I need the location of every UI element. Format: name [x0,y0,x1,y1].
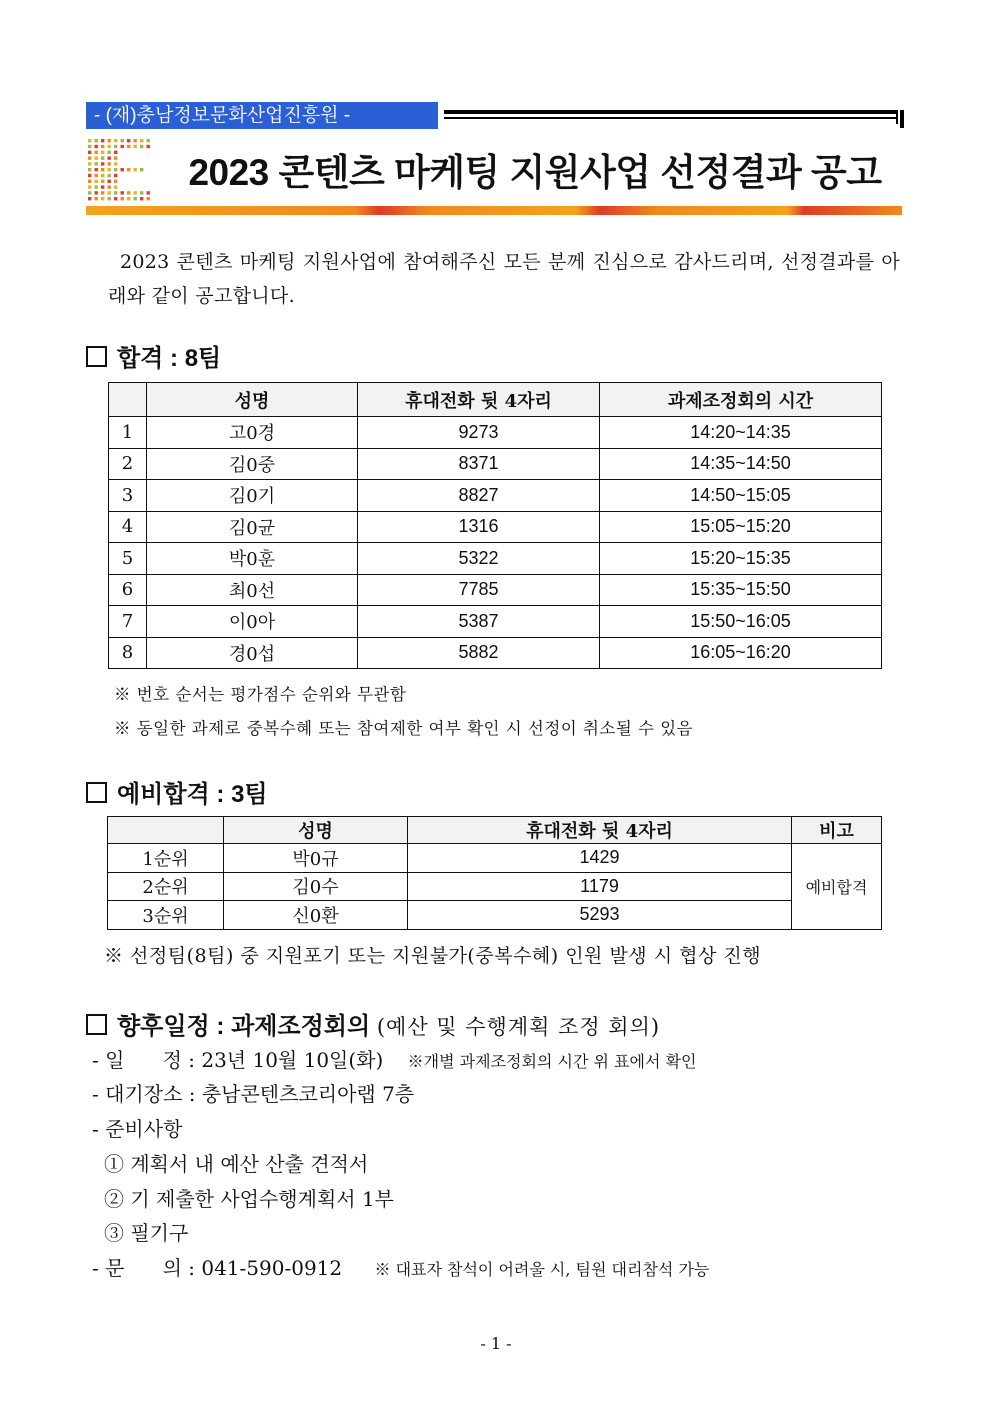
cell-name: 김0수 [224,872,408,901]
column-header: 휴대전화 뒷 4자리 [408,817,792,844]
contact-label: - 문 의 : 041-590-0912 [92,1256,343,1280]
cell-number: 1 [109,417,147,449]
table-row [108,844,882,873]
cell-remark: 예비합격 [792,844,882,930]
schedule-heading-sub: (예산 및 수행계획 조정 회의) [376,1015,661,1039]
column-header: 휴대전화 뒷 4자리 [358,383,600,417]
table-row [109,606,882,638]
cell-time: 15:05~15:20 [600,511,882,543]
cell-time: 15:35~15:50 [600,574,882,606]
passed-heading-text: 합격 : 8팀 [117,345,222,372]
column-header: 과제조정회의 시간 [600,383,882,417]
cell-phone: 1429 [408,844,792,873]
cell-number: 6 [109,574,147,606]
schedule-heading [86,1006,660,1041]
header-rule [444,110,904,124]
cell-phone: 1179 [408,872,792,901]
cell-name: 김0균 [147,511,358,543]
date-note: ※개별 과제조정회의 시간 위 표에서 확인 [407,1052,697,1071]
schedule-contact [92,1252,709,1281]
cell-number: 8 [109,637,147,669]
passed-table [108,382,882,669]
reserve-heading-text: 예비합격 : 3팀 [117,781,268,808]
cell-phone: 7785 [358,574,600,606]
prep-item: ③ 필기구 [104,1221,189,1245]
cell-rank: 3순위 [108,901,224,930]
cell-number: 7 [109,606,147,638]
cell-name: 박0규 [224,844,408,873]
prep-item: ① 계획서 내 예산 산출 견적서 [104,1152,369,1176]
reserve-heading [86,774,268,809]
prep-item: ② 기 제출한 사업수행계획서 1부 [104,1187,394,1211]
intro-paragraph: 2023 콘텐츠 마케팅 지원사업에 참여해주신 모든 분께 진심으로 감사드리며, 선정결과를 아래와 같이 공고합니다. [108,251,900,307]
cell-phone: 8827 [358,480,600,512]
cell-name: 김0기 [147,480,358,512]
cell-time: 14:35~14:50 [600,448,882,480]
cell-name: 신0환 [224,901,408,930]
cell-name: 최0선 [147,574,358,606]
schedule-place: - 대기장소 : 충남콘텐츠코리아랩 7층 [92,1082,415,1106]
table-row [109,511,882,543]
column-header [108,817,224,844]
schedule-date [92,1044,696,1073]
cell-phone: 5387 [358,606,600,638]
cell-phone: 5322 [358,543,600,575]
table-row [109,448,882,480]
title-band [86,206,902,215]
table-row [109,417,882,449]
cell-number: 2 [109,448,147,480]
column-header: 성명 [224,817,408,844]
passed-heading [86,338,221,373]
reserve-table [107,816,882,930]
date-label: - 일 정 : 23년 10월 10일(화) [92,1048,384,1072]
reserve-note: ※ 선정팀(8팀) 중 지원포기 또는 지원불가(중복수혜) 인원 발생 시 협상 진행 [104,945,762,967]
cell-phone: 9273 [358,417,600,449]
checkbox-square-icon [86,1014,107,1035]
cell-number: 3 [109,480,147,512]
column-header: 성명 [147,383,358,417]
table-row [109,637,882,669]
cell-phone: 1316 [358,511,600,543]
cell-name: 이0아 [147,606,358,638]
contact-note: ※ 대표자 참석이 어려울 시, 팀원 대리참석 가능 [374,1260,710,1279]
table-row [108,872,882,901]
column-header: 비고 [792,817,882,844]
cell-time: 14:20~14:35 [600,417,882,449]
logo-dots-icon [86,138,156,204]
checkbox-square-icon [86,782,107,803]
cell-phone: 8371 [358,448,600,480]
cell-rank: 2순위 [108,872,224,901]
cell-name: 고0경 [147,417,358,449]
cell-name: 박0훈 [147,543,358,575]
column-header [109,383,147,417]
cell-time: 15:50~16:05 [600,606,882,638]
table-row [109,543,882,575]
passed-note-1: ※ 번호 순서는 평가점수 순위와 무관함 [114,685,407,704]
table-header-row [108,817,882,844]
document-title: 2023 콘텐츠 마케팅 지원사업 선정결과 공고 [188,152,882,193]
cell-time: 15:20~15:35 [600,543,882,575]
schedule-heading-text: 향후일정 : 과제조정회의 [117,1013,371,1040]
checkbox-square-icon [86,346,107,367]
table-row [109,574,882,606]
cell-number: 4 [109,511,147,543]
table-row [109,480,882,512]
cell-name: 경0섭 [147,637,358,669]
page-number: - 1 - [480,1334,512,1353]
table-header-row [109,383,882,417]
cell-phone: 5293 [408,901,792,930]
cell-time: 16:05~16:20 [600,637,882,669]
table-row [108,901,882,930]
organization-banner: - (재)충남정보문화산업진흥원 - [86,102,438,129]
passed-note-2: ※ 동일한 과제로 중복수혜 또는 참여제한 여부 확인 시 선정이 취소될 수 있음 [114,719,694,738]
cell-number: 5 [109,543,147,575]
cell-time: 14:50~15:05 [600,480,882,512]
cell-phone: 5882 [358,637,600,669]
cell-rank: 1순위 [108,844,224,873]
schedule-prep-label: - 준비사항 [92,1117,183,1141]
cell-name: 김0중 [147,448,358,480]
